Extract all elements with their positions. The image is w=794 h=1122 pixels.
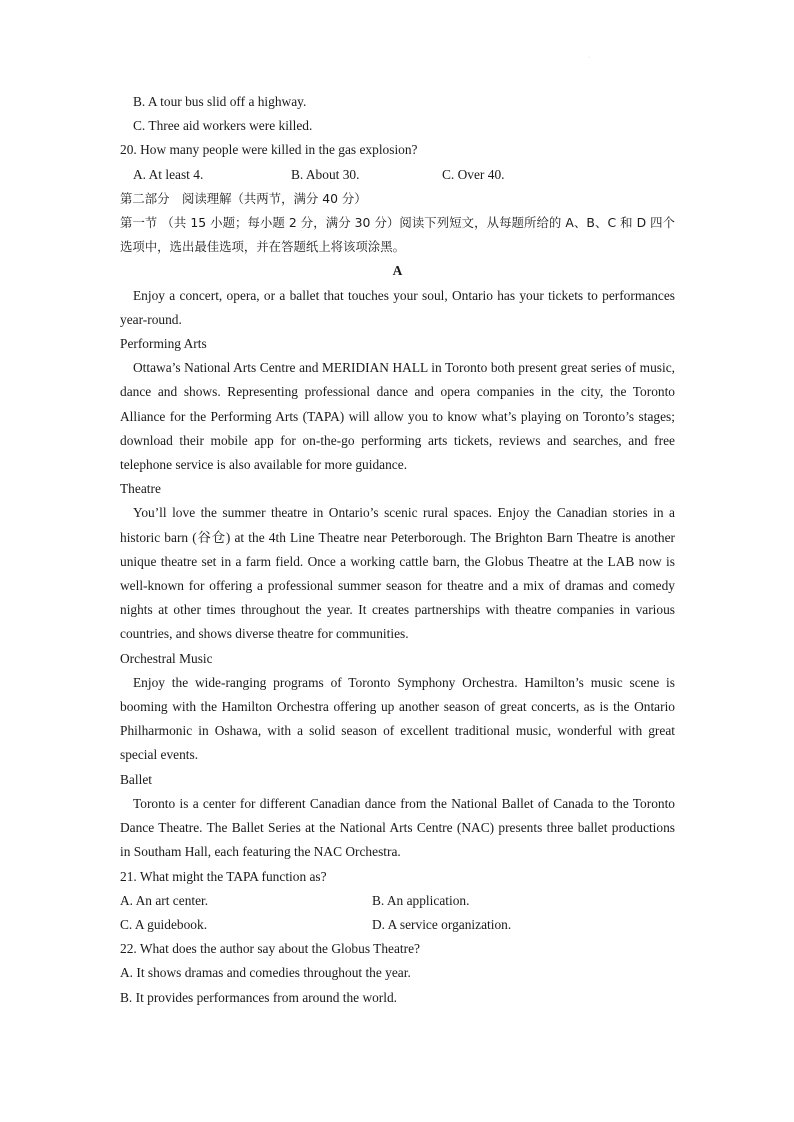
q19-option-b: B. A tour bus slid off a highway. [133,94,307,109]
part2-heading: 第二部分 阅读理解（共两节，满分 40 分） [120,190,367,206]
section-performing-arts [120,332,675,477]
q20-option-b: B. About 30. [291,166,360,182]
q21-options-row1 [120,889,675,913]
section-heading: Theatre [120,481,161,497]
section-heading: Performing Arts [120,336,207,352]
q21-option-c: C. A guidebook. [120,916,208,932]
section-theatre [120,477,675,646]
passage-label: A [392,263,403,279]
section1-instructions: 第一节 （共 15 小题；每小题 2 分，满分 30 分）阅读下列短文，从每题所给的 A、B、C 和 D 四个选项中，选出最佳选项，并在答题纸上将该项涂黑。 [120,215,675,255]
section-orchestral-music [120,647,675,768]
q22-option-b: B. It provides performances from around the world. [120,989,398,1005]
q21-question: 21. What might the TAPA function as? [120,868,327,884]
q21-option-a: A. An art center. [120,892,209,908]
section-text: Enjoy the wide-ranging programs of Toronto Symphony Orchestra. Hamilton’s music scene is booming with the Hamilton Orchestra offering up another season of great concerts, as is the Ontario Philharmonic in Oshawa, with a solid season of excellent traditional music, wonderful with great special events. [120,674,675,763]
section-text: Ottawa’s National Arts Centre and MERIDIAN HALL in Toronto both present great series of music, dance and shows. Representing professional dance and opera companies in the city, the Toronto Alliance for the Performing Arts (TAPA) will allow you to know what’s playing on Toronto’s stages; download their mobile app for on-the-go performing arts tickets, reviews and searches, and free telephone service is also available for more guidance. [120,360,675,473]
section-text: Toronto is a center for different Canadian dance from the National Ballet of Canada to the Toronto Dance Theatre. The Ballet Series at the National Arts Centre (NAC) presents three ballet productions in Southam Hall, each featuring the NAC Orchestra. [120,795,675,860]
q19-option-c: C. Three aid workers were killed. [133,118,313,134]
section-text: You’ll love the summer theatre in Ontario’s scenic rural spaces. Enjoy the Canadian stories in a historic barn (谷仓) at the 4th Line Theatre near Peterborough. The Brighton Barn Theatre is another unique theatre set in a farm field. Once a working cattle barn, the Globus Theatre at the LAB now is well-known for offering a professional summer season for theatre and a mix of dramas and comedy nights at other times throughout the year. It creates partnerships with theatre companies in various countries, and shows diverse theatre for communities. [120,505,675,642]
section-heading: Orchestral Music [120,650,213,666]
q22-option-a: A. It shows dramas and comedies throughout the year. [120,965,411,981]
q20-option-a: A. At least 4. [133,166,204,182]
q21-options-row2 [120,913,675,937]
q20-question: 20. How many people were killed in the gas explosion? [120,142,418,158]
q20-option-c: C. Over 40. [442,166,505,182]
exam-page [120,90,675,1010]
passage-intro: Enjoy a concert, opera, or a ballet that touches your soul, Ontario has your tickets to performances year-round. [120,287,675,327]
q20-options [120,163,675,187]
q21-option-b: B. An application. [372,892,470,908]
q21-option-d: D. A service organization. [372,916,512,932]
section-ballet [120,768,675,865]
section-heading: Ballet [120,771,152,787]
q22-question: 22. What does the author say about the Globus Theatre? [120,941,420,957]
corner-mark: · [588,55,590,61]
